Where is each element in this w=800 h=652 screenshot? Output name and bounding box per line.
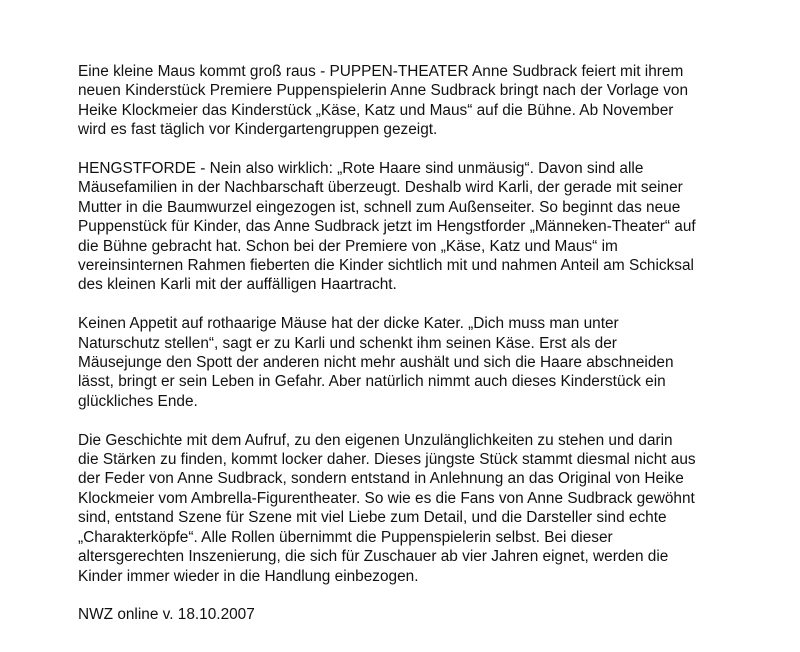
article-lead: Eine kleine Maus kommt groß raus - PUPPEN-THEATER Anne Sudbrack feiert mit ihrem neuen Kinderstück Premiere Puppenspielerin Anne Sudbrack bringt nach der Vorlage von Heike Klockmeier das Kinderstück „Käse, Katz und Maus“ auf die Bühne. Ab November wird es fast täglich vor Kindergartengruppen gezeigt. xyxy=(78,63,689,139)
article-source: NWZ online v. 18.10.2007 xyxy=(78,606,255,624)
article-paragraph-1: HENGSTFORDE - Nein also wirklich: „Rote Haare sind unmäusig“. Davon sind alle Mäusefamilien in der Nachbarschaft überzeugt. Deshalb wird Karli, der gerade mit seiner Mutter in die Baumwurzel eingezogen ist, schnell zum Außenseiter. So beginnt das neue Puppenstück für Kinder, das Anne Sudbrack jetzt im Hengstforder „Männeken-Theater“ auf die Bühne gebracht hat. Schon bei der Premiere von „Käse, Katz und Maus“ im vereinsinternen Rahmen fieberten die Kinder sichtlich mit und nahmen Anteil am Schicksal des kleinen Karli mit der auffälligen Haartracht. xyxy=(78,160,696,294)
article-paragraph-3: Die Geschichte mit dem Aufruf, zu den eigenen Unzulänglichkeiten zu stehen und darin die Stärken zu finden, kommt locker daher. Dieses jüngste Stück stammt diesmal nicht aus der Feder von Anne Sudbrack, sondern entstand in Anlehnung an das Original von Heike Klockmeier vom Ambrella-Figurentheater. So wie es die Fans von Anne Sudbrack gewöhnt sind, entstand Szene für Szene mit viel Liebe zum Detail, und die Darsteller sind echte „Charakterköpfe“. Alle Rollen übernimmt die Puppenspielerin selbst. Bei dieser altersgerechten Inszenierung, die sich für Zuschauer ab vier Jahren eignet, werden die Kinder immer wieder in die Handlung einbezogen. xyxy=(78,431,696,585)
article-body xyxy=(78,62,758,625)
article-paragraph-2: Keinen Appetit auf rothaarige Mäuse hat der dicke Kater. „Dich muss man unter Naturschutz stellen“, sagt er zu Karli und schenkt ihm seinen Käse. Erst als der Mäusejunge den Spott der anderen nicht mehr aushält und sich die Haare abschneiden lässt, bringt er sein Leben in Gefahr. Aber natürlich nimmt auch dieses Kinderstück ein glückliches Ende. xyxy=(78,315,674,410)
